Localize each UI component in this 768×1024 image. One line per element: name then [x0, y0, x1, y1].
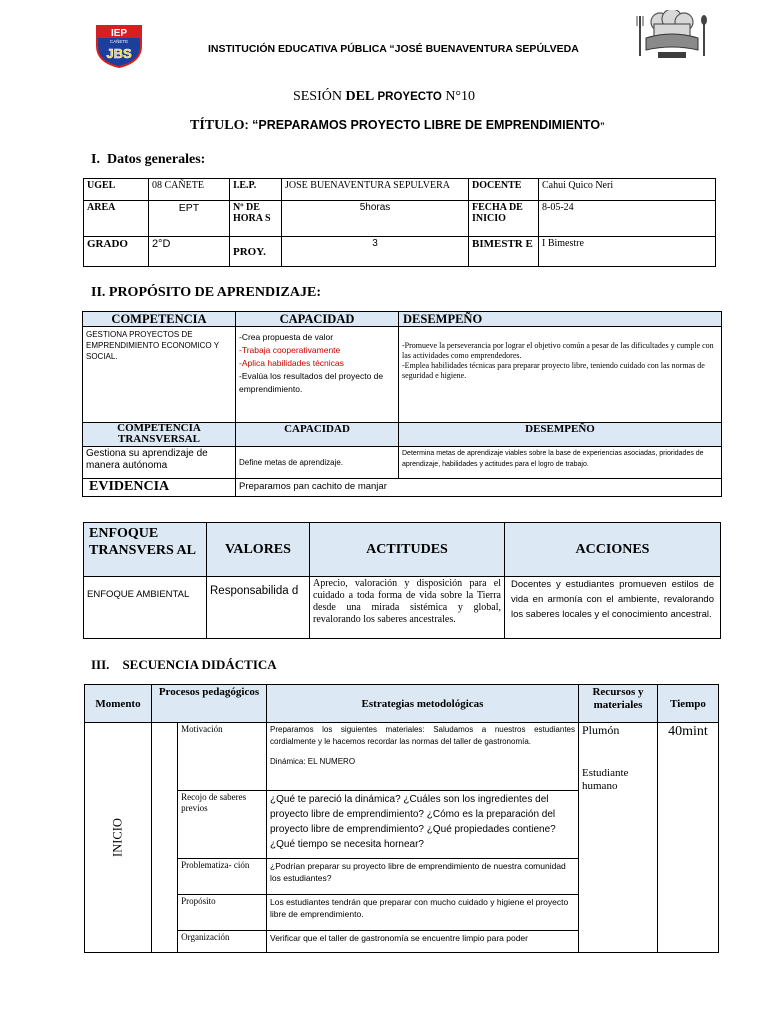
section-1-heading — [91, 152, 205, 168]
header-competencia-transversal — [83, 423, 236, 447]
header-momento: Momento — [85, 685, 152, 723]
actitudes-text: Aprecio, valoración y disposición para el cuidado a toda forma de vida sobre la Tierra desde una mirada sistémica y global, revalorando los saberes ancestrales. — [310, 577, 505, 639]
header-actitudes: ACTITUDES — [310, 523, 505, 577]
secuencia-table — [84, 684, 719, 953]
label-ugel: UGEL — [84, 179, 149, 201]
title-quote-close: ” — [600, 121, 605, 131]
proceso-organizacion: Organización — [178, 931, 267, 953]
capacidad-item: -Crea propuesta de valor — [239, 332, 334, 342]
value-horas: 5horas — [282, 201, 469, 237]
header-tiempo: Tiempo — [658, 685, 719, 723]
datos-generales-table — [83, 178, 716, 267]
evidencia-label: EVIDENCIA — [83, 479, 236, 497]
estrategia-saberes-previos: ¿Qué te pareció la dinámica? ¿Cuáles son los ingredientes del proyecto libre de emprendimiento? ¿Cómo es la preparación del proyecto libre de emprendimiento? ¿Qué propiedades contiene? ¿Qué tiempo se necesita hornear? — [267, 791, 579, 859]
desempeno-list — [399, 327, 722, 423]
logo-iep-text: IEP — [110, 28, 128, 39]
proceso-motivacion: Motivación — [178, 723, 267, 791]
section-3-number: III. — [91, 657, 110, 672]
tiempo-value: 40mint — [658, 723, 719, 953]
momento-cell — [85, 723, 152, 953]
header-capacidad: CAPACIDAD — [236, 312, 399, 327]
value-bimestre: I Bimestre — [539, 237, 716, 267]
procesos-spacer-cell — [152, 723, 178, 953]
recursos-cell — [579, 723, 658, 953]
enfoque-table — [83, 522, 721, 639]
enfoque-ambiental: ENFOQUE AMBIENTAL — [84, 577, 207, 639]
title-text: : “PREPARAMOS PROYECTO LIBRE DE EMPRENDIMIENTO — [244, 118, 601, 132]
logo-jbs-text: JBS — [106, 46, 132, 61]
competencia-text: GESTIONA PROYECTOS DE EMPRENDIMIENTO ECONOMICO Y SOCIAL. — [83, 327, 236, 423]
competencia-transversal-text: Gestiona su aprendizaje de manera autónoma — [83, 447, 236, 479]
value-iep: JOSE BUENAVENTURA SEPULVERA — [282, 179, 469, 201]
header-procesos: Procesos pedagógicos — [152, 685, 267, 723]
session-del: DEL — [345, 89, 375, 104]
desempeno-item: -Promueve la perseverancia por lograr el objetivo común a pesar de las dificultades y cumple con las actividades como emprendedores. — [402, 341, 714, 360]
capacidad-item: -Aplica habilidades técnicas — [239, 358, 344, 368]
capacidad-item: -Trabaja cooperativamente — [239, 345, 341, 355]
acciones-text: Docentes y estudiantes promueven estilos de vida en armonía con el ambiente, revalorando los saberes locales y el conocimiento ancestral. — [505, 577, 721, 639]
evidencia-text: Preparamos pan cachito de manjar — [236, 479, 722, 497]
session-word: SESIÓN — [292, 89, 346, 104]
value-ugel: 08 CAÑETE — [149, 179, 230, 201]
header-competencia: COMPETENCIA — [83, 312, 236, 327]
project-title — [190, 116, 605, 134]
estrategia-text: Preparamos los siguientes materiales: Saludamos a nuestros estudiantes cordialmente y le hacemos recordar las normas del taller de gastronomía. — [270, 725, 575, 746]
estrategia-motivacion — [267, 723, 579, 791]
section-1-number: I. — [91, 152, 100, 167]
momento-inicio: INICIO — [110, 818, 125, 857]
header-recursos: Recursos y materiales — [579, 685, 658, 723]
proceso-saberes-previos: Recojo de saberes previos — [178, 791, 267, 859]
header-desempeno-2: DESEMPEÑO — [399, 423, 722, 447]
value-fecha: 8-05-24 — [539, 201, 716, 237]
value-area: EPT — [149, 201, 230, 237]
proceso-problematizacion: Problematiza- ción — [178, 859, 267, 895]
session-proyecto: PROYECTO — [374, 91, 442, 103]
header-capacidad-2: CAPACIDAD — [236, 423, 399, 447]
estrategia-dinamica: Dinámica: EL NUMERO — [270, 757, 356, 766]
section-3-title: SECUENCIA DIDÁCTICA — [122, 657, 277, 672]
header-competencia-transversal-line: TRANSVERSAL — [118, 433, 200, 445]
header-valores: VALORES — [207, 523, 310, 577]
title-label: TÍTULO — [190, 118, 245, 133]
proposito-table — [82, 311, 722, 497]
estrategia-problematizacion: ¿Podrían preparar su proyecto libre de emprendimiento de nuestra comunidad los estudiantes? — [267, 859, 579, 895]
label-docente: DOCENTE — [469, 179, 539, 201]
estrategia-proposito: Los estudiantes tendrán que preparar con mucho cuidado y higiene el proyecto libre de emprendimiento. — [267, 895, 579, 931]
value-grado: 2°D — [149, 237, 230, 267]
label-area: AREA — [84, 201, 149, 237]
header-estrategias: Estrategias metodológicas — [267, 685, 579, 723]
section-1-title: Datos generales: — [106, 152, 206, 167]
recurso-plumon: Plumón — [582, 723, 620, 737]
label-bimestre: BIMESTR E — [469, 237, 539, 267]
session-number: N°10 — [441, 89, 476, 104]
label-horas: Nº DE HORA S — [230, 201, 282, 237]
logo-city-text: CAÑETE — [109, 39, 129, 44]
value-docente: Cahui Quico Neri — [539, 179, 716, 201]
section-3-heading — [91, 657, 277, 673]
label-proy: PROY. — [230, 237, 282, 267]
school-logo — [93, 24, 145, 68]
valor-responsabilidad: Responsabilida d — [207, 577, 310, 639]
value-proy: 3 — [282, 237, 469, 267]
estrategia-organizacion: Verificar que el taller de gastronomía se encuentre limpio para poder — [267, 931, 579, 953]
label-iep: I.E.P. — [230, 179, 282, 201]
desempeno-transversal-text: Determina metas de aprendizaje viables sobre la base de experiencias asociadas, prioridades de aprendizaje, habilidades y actitudes para el logro de trabajo. — [399, 447, 722, 479]
header-desempeno: DESEMPEÑO — [399, 312, 722, 327]
header-enfoque: ENFOQUE TRANSVERS AL — [84, 523, 207, 577]
session-title — [0, 87, 768, 105]
label-fecha: FECHA DE INICIO — [469, 201, 539, 237]
institution-name: INSTITUCIÓN EDUCATIVA PÚBLICA “JOSÉ BUENAVENTURA SEPÚLVEDA — [208, 43, 579, 55]
desempeno-item: -Emplea habilidades técnicas para preparar proyecto libre, teniendo cuidado con las normas de seguridad e higiene. — [402, 361, 705, 380]
proceso-proposito: Propósito — [178, 895, 267, 931]
capacidad-list — [236, 327, 399, 423]
capacidad-item: -Evalúa los resultados del proyecto de emprendimiento. — [239, 371, 384, 394]
recurso-estudiante: Estudiante humano — [582, 767, 629, 792]
header-acciones: ACCIONES — [505, 523, 721, 577]
capacidad-transversal-text: Define metas de aprendizaje. — [236, 447, 399, 479]
section-2-heading: II. PROPÓSITO DE APRENDIZAJE: — [91, 285, 322, 300]
chef-hat-icon — [634, 10, 710, 60]
label-grado: GRADO — [84, 237, 149, 267]
header-competencia-transversal-line: COMPETENCIA — [117, 422, 201, 434]
